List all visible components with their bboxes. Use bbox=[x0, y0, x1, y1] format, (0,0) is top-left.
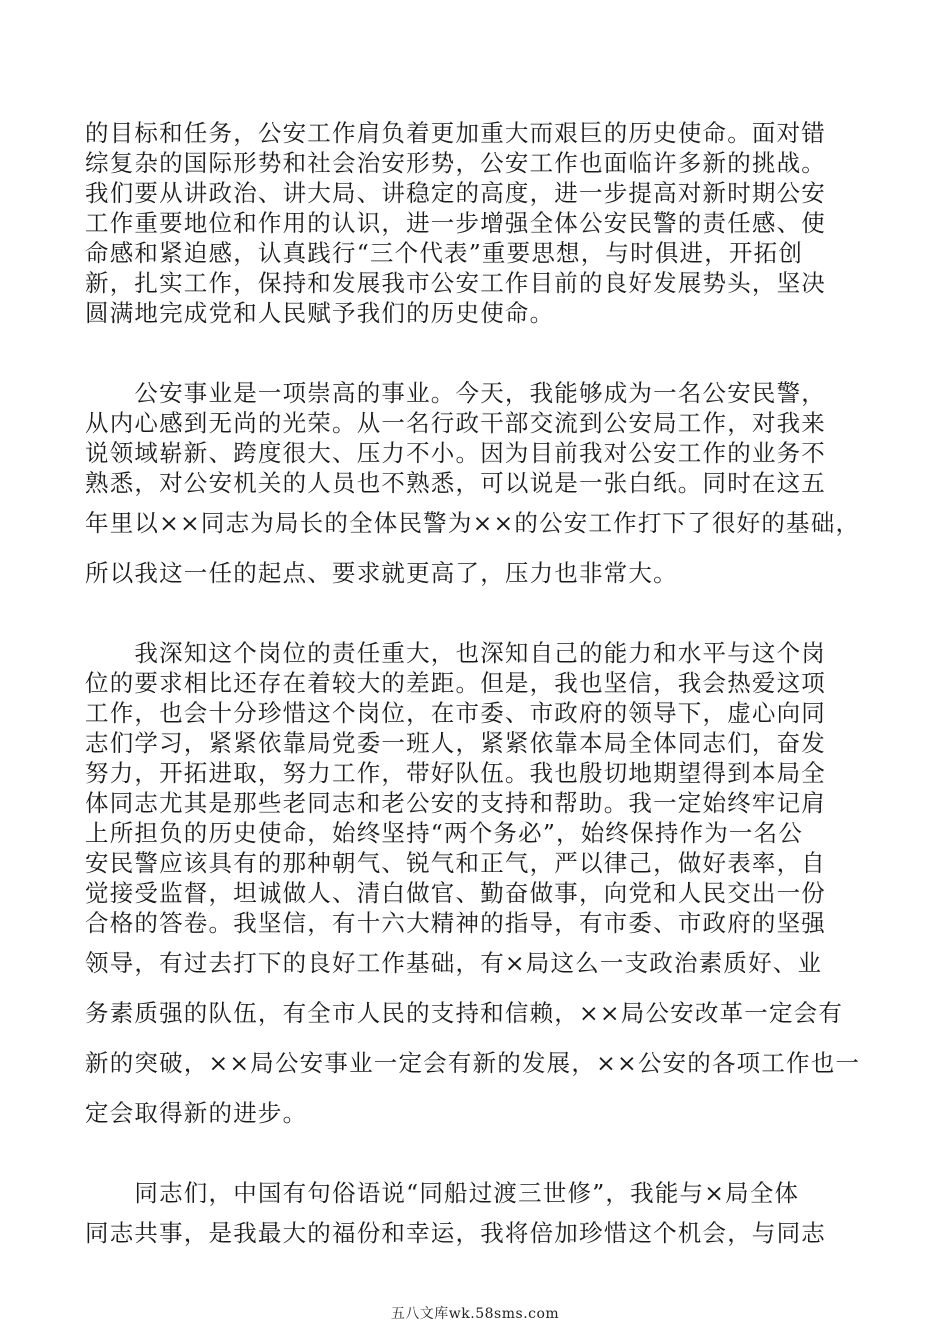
text-line: 上所担负的历史使命，始终坚持“两个务必”，始终保持作为一名公 bbox=[85, 819, 804, 847]
text-line: 安民警应该具有的那种朝气、锐气和正气，严以律己，做好表率，自 bbox=[85, 849, 826, 877]
text-line: 工作，也会十分珍惜这个岗位，在市委、市政府的领导下，虚心向同 bbox=[85, 699, 826, 727]
text-line: 所以我这一任的起点、要求就更高了，压力也非常大。 bbox=[85, 559, 678, 587]
text-line: 说领域崭新、跨度很大、压力不小。因为目前我对公安工作的业务不 bbox=[85, 439, 826, 467]
text-line: 年里以××同志为局长的全体民警为××的公安工作打下了很好的基础， bbox=[85, 509, 861, 537]
text-line: 务素质强的队伍，有全市人民的支持和信赖，××局公安改革一定会有 bbox=[85, 999, 844, 1027]
text-line: 同志们，中国有句俗语说“同船过渡三世修”，我能与×局全体 bbox=[85, 1179, 800, 1207]
text-line: 觉接受监督，坦诚做人、清白做官、勤奋做事，向党和人民交出一份 bbox=[85, 879, 826, 907]
text-line: 合格的答卷。我坚信，有十六大精神的指导，有市委、市政府的坚强 bbox=[85, 909, 826, 937]
text-line: 的目标和任务，公安工作肩负着更加重大而艰巨的历史使命。面对错 bbox=[85, 119, 826, 147]
text-line: 新，扎实工作，保持和发展我市公安工作目前的良好发展势头，坚决 bbox=[85, 269, 826, 297]
text-line: 我们要从讲政治、讲大局、讲稳定的高度，进一步提高对新时期公安 bbox=[85, 179, 826, 207]
text-line: 志们学习，紧紧依靠局党委一班人，紧紧依靠本局全体同志们，奋发 bbox=[85, 729, 826, 757]
text-line: 命感和紧迫感，认真践行“三个代表”重要思想，与时俱进，开拓创 bbox=[85, 239, 804, 267]
text-line: 熟悉，对公安机关的人员也不熟悉，可以说是一张白纸。同时在这五 bbox=[85, 469, 826, 497]
text-line: 新的突破，××局公安事业一定会有新的发展，××公安的各项工作也一 bbox=[85, 1049, 861, 1077]
text-line: 领导，有过去打下的良好工作基础，有×局这么一支政治素质好、业 bbox=[85, 949, 823, 977]
text-line: 综复杂的国际形势和社会治安形势，公安工作也面临许多新的挑战。 bbox=[85, 149, 826, 177]
text-line: 我深知这个岗位的责任重大，也深知自己的能力和水平与这个岗 bbox=[85, 639, 826, 667]
text-line: 努力，开拓进取，努力工作，带好队伍。我也殷切地期望得到本局全 bbox=[85, 759, 826, 787]
text-line: 同志共事，是我最大的福份和幸运，我将倍加珍惜这个机会，与同志 bbox=[85, 1219, 826, 1247]
text-line: 体同志尤其是那些老同志和老公安的支持和帮助。我一定始终牢记肩 bbox=[85, 789, 826, 817]
page-footer-watermark: 五八文库wk.58sms.com bbox=[390, 1306, 560, 1322]
text-line: 工作重要地位和作用的认识，进一步增强全体公安民警的责任感、使 bbox=[85, 209, 826, 237]
text-line: 位的要求相比还存在着较大的差距。但是，我也坚信，我会热爱这项 bbox=[85, 669, 826, 697]
text-line: 从内心感到无尚的光荣。从一名行政干部交流到公安局工作，对我来 bbox=[85, 409, 826, 437]
text-line: 公安事业是一项崇高的事业。今天，我能够成为一名公安民警， bbox=[85, 379, 826, 407]
text-line: 定会取得新的进步。 bbox=[85, 1099, 308, 1127]
text-line: 圆满地完成党和人民赋予我们的历史使命。 bbox=[85, 299, 555, 327]
